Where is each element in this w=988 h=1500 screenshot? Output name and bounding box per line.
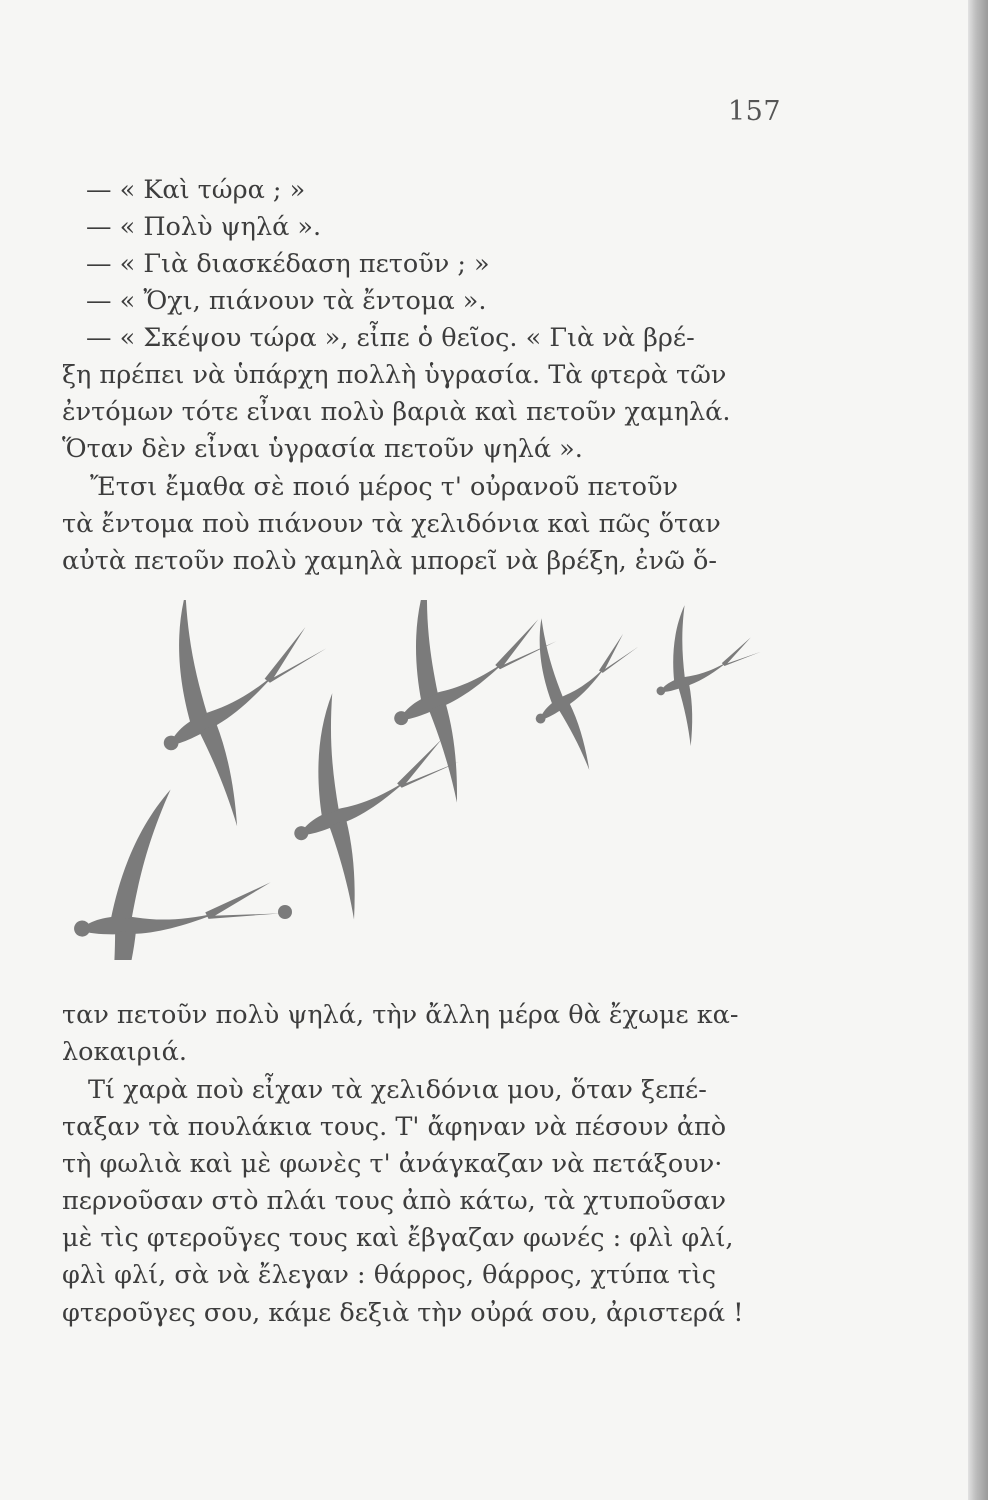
text-line: — « Ὄχι, πιάνουν τὰ ἔντομα ». (86, 286, 487, 316)
text-line: Τί χαρὰ ποὺ εἶχαν τὰ χελιδόνια μου, ὅταν ξεπέ- (88, 1075, 707, 1105)
text-line: ταξαν τὰ πουλάκια τους. Τ' ἄφηναν νὰ πέσουν ἀπὸ (62, 1112, 727, 1142)
text-line: Ὅταν δὲν εἶναι ὑγρασία πετοῦν ψηλά ». (62, 434, 583, 464)
text-line: — « Σκέψου τώρα », εἶπε ὁ θεῖος. « Γιὰ νὰ βρέ- (86, 323, 695, 353)
insect-dot-icon (278, 905, 292, 919)
text-line: ἐντόμων τότε εἶναι πολὺ βαριὰ καὶ πετοῦν χαμηλά. (62, 397, 731, 427)
text-line: Ἔτσι ἔμαθα σὲ ποιό μέρος τ' οὐρανοῦ πετοῦν (90, 472, 678, 502)
swallow-icon (628, 600, 784, 750)
text-line: — « Γιὰ διασκέδαση πετοῦν ; » (86, 249, 490, 279)
text-line: λοκαιριά. (62, 1037, 187, 1067)
text-line: μὲ τὶς φτεροῦγες τους καὶ ἔβγαζαν φωνές : φλὶ φλί, (62, 1223, 734, 1253)
text-line: τὴ φωλιὰ καὶ μὲ φωνὲς τ' ἀνάγκαζαν νὰ πετάξουν· (62, 1149, 723, 1179)
text-line: περνοῦσαν στὸ πλάι τους ἀπὸ κάτω, τὰ χτυποῦσαν (62, 1186, 727, 1216)
text-line: — « Καὶ τώρα ; » (86, 175, 306, 205)
text-line: φλὶ φλί, σὰ νὰ ἔλεγαν : θάρρος, θάρρος, χτύπα τὶς (62, 1260, 717, 1290)
swallow-icon (57, 777, 296, 960)
swallow-icon (244, 656, 502, 926)
page-number: 157 (728, 96, 782, 127)
page-binding-edge (968, 0, 988, 1500)
text-line: αὐτὰ πετοῦν πολὺ χαμηλὰ μπορεῖ νὰ βρέξη, ἐνῶ ὅ- (62, 546, 717, 576)
swallows-flock-icon (50, 600, 790, 960)
text-line: τὰ ἔντομα ποὺ πιάνουν τὰ χελιδόνια καὶ πῶς ὅταν (62, 509, 721, 539)
swallow-icon (99, 600, 380, 834)
text-line: ταν πετοῦν πολὺ ψηλά, τὴν ἄλλη μέρα θὰ ἔχωμε κα- (62, 1000, 739, 1030)
swallow-icon (488, 600, 679, 776)
text-line: — « Πολὺ ψηλά ». (86, 212, 322, 242)
text-line: φτεροῦγες σου, κάμε δεξιὰ τὴν οὐρά σου, ἀριστερά ! (62, 1298, 744, 1328)
text-line: ξη πρέπει νὰ ὑπάρχη πολλὴ ὑγρασία. Τὰ φτερὰ τῶν (62, 360, 727, 390)
